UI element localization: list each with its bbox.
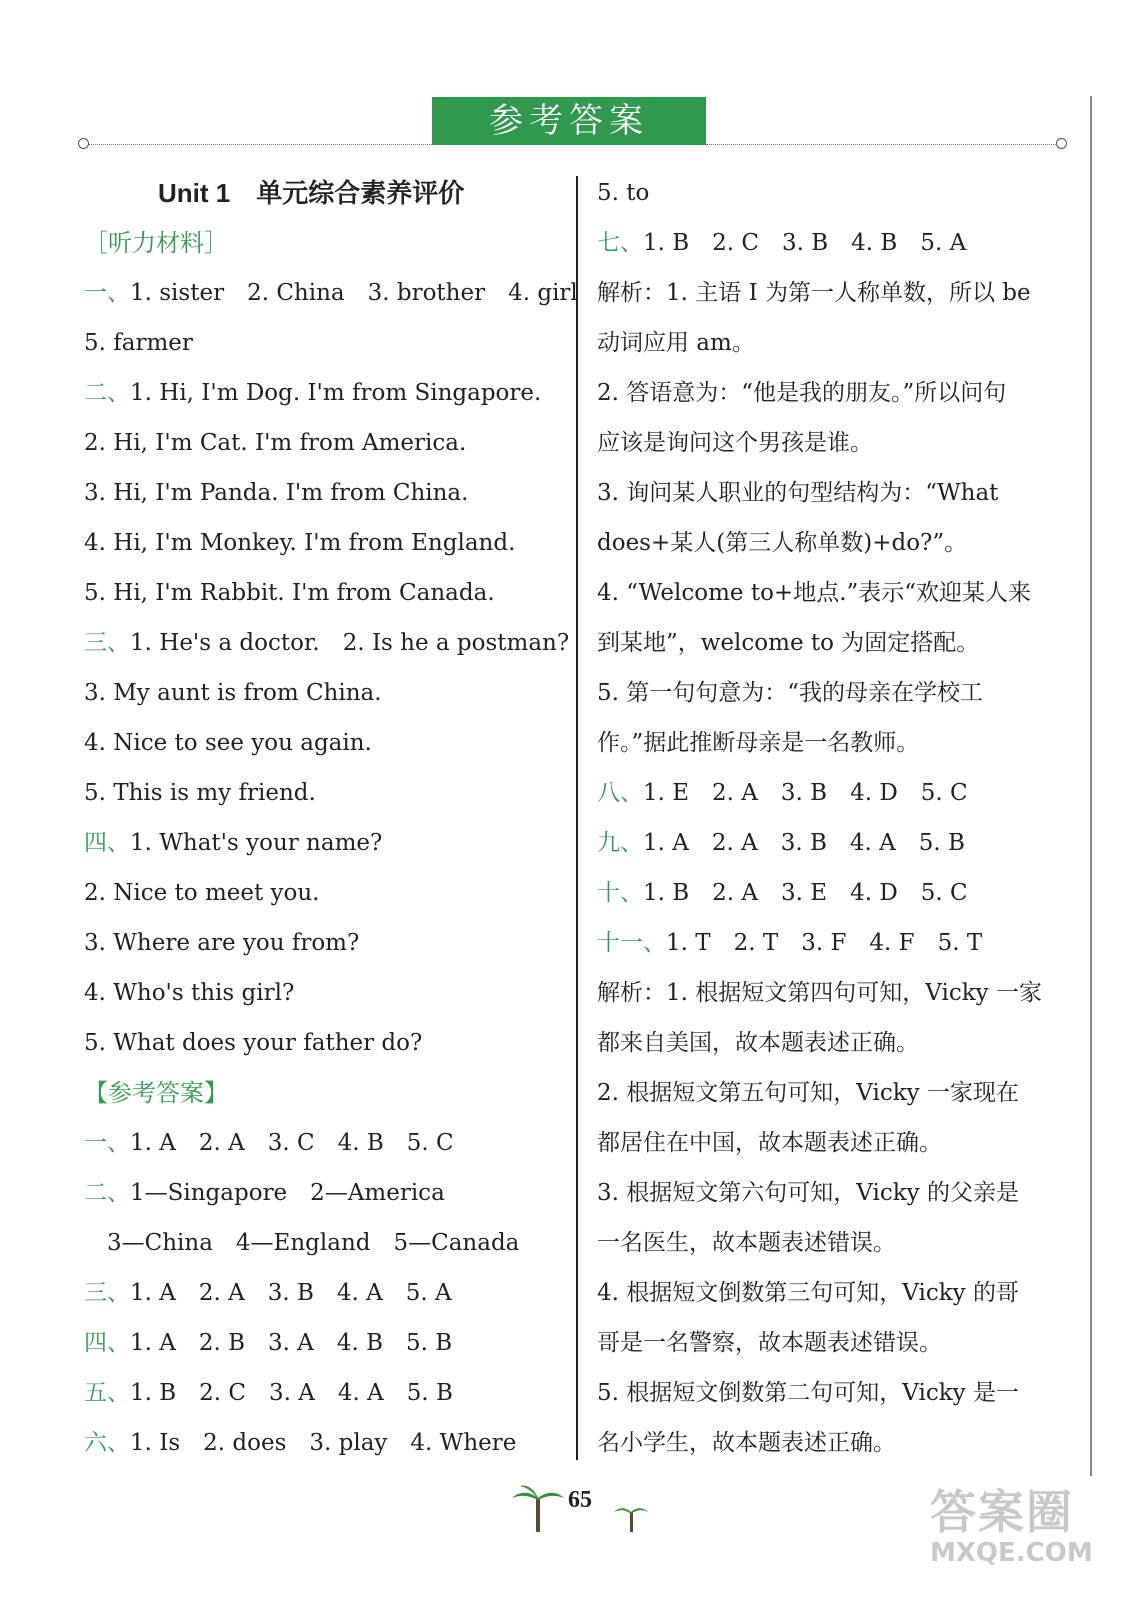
answer-line: [597, 628, 979, 658]
answer-text: 4. Who's this girl?: [84, 980, 295, 1006]
question-number: 四、: [84, 830, 130, 856]
answer-text: 到某地”，welcome to 为固定搭配。: [597, 630, 980, 656]
question-number: 九、: [597, 830, 643, 856]
answer-text: 5. What does your father do?: [84, 1030, 423, 1056]
answer-text: 2. Hi, I'm Cat. I'm from America.: [84, 430, 467, 456]
answer-line: [597, 278, 1031, 308]
question-number: 六、: [84, 1430, 130, 1456]
answer-line: [84, 778, 316, 808]
answer-text: 4. 根据短文倒数第三句可知，Vicky 的哥: [597, 1280, 1019, 1306]
answer-text: 1. B 2. C 3. B 4. B 5. A: [643, 230, 967, 256]
answer-text: 4. Nice to see you again.: [84, 730, 372, 756]
answer-text: 应该是询问这个男孩是谁。: [597, 430, 873, 456]
answer-text: 3—China 4—England 5—Canada: [84, 1230, 520, 1256]
rule-end-dot-left: [78, 138, 89, 149]
answer-line: [597, 1128, 942, 1158]
question-number: 五、: [84, 1380, 130, 1406]
answer-text: 5. This is my friend.: [84, 780, 316, 806]
answer-line: [597, 478, 998, 508]
answer-line: [597, 428, 873, 458]
answer-text: 3. 询问某人职业的句型结构为：“What: [597, 480, 999, 506]
answer-text: 1. sister 2. China 3. brother 4. girl: [130, 280, 578, 306]
answer-line: [597, 978, 1042, 1008]
answer-line: [597, 728, 919, 758]
page-number: 65: [568, 1487, 592, 1513]
answer-line: [84, 1178, 445, 1208]
answer-line: [84, 1228, 519, 1258]
answer-text: 3. Hi, I'm Panda. I'm from China.: [84, 480, 469, 506]
watermark-logo: 答案圈: [930, 1485, 1074, 1539]
answer-line: [597, 1078, 1019, 1108]
answer-text: 都居住在中国，故本题表述正确。: [597, 1130, 942, 1156]
answer-key-banner: 参考答案: [432, 97, 706, 145]
question-number: 十一、: [597, 930, 666, 956]
answer-text: 解析：1. 根据短文第四句可知，Vicky 一家: [597, 980, 1042, 1006]
palm-tree-icon: [512, 1486, 564, 1533]
answer-text: 1. A 2. B 3. A 4. B 5. B: [130, 1330, 453, 1356]
answer-text: 2. 根据短文第五句可知，Vicky 一家现在: [597, 1080, 1019, 1106]
section-title: [158, 178, 464, 210]
question-number: 四、: [84, 1330, 130, 1356]
header-rule-left: [86, 144, 432, 145]
rule-end-dot-right: [1056, 138, 1067, 149]
answer-text: 都来自美国，故本题表述正确。: [597, 1030, 919, 1056]
answer-text: 1. What's your name?: [130, 830, 383, 856]
answer-line: [597, 1428, 896, 1458]
answer-line: [84, 878, 320, 908]
answer-line: [84, 428, 466, 458]
answer-line: [84, 278, 578, 308]
answer-text: 1. A 2. A 3. C 4. B 5. C: [130, 1130, 454, 1156]
header-rule-right: [706, 144, 1058, 145]
answer-line: [84, 978, 294, 1008]
answer-line: [597, 1328, 942, 1358]
answer-line: [84, 928, 359, 958]
answer-line: [597, 1178, 1019, 1208]
answer-line: [84, 378, 541, 408]
answer-text: 1. Is 2. does 3. play 4. Where: [130, 1430, 517, 1456]
question-number: 八、: [597, 780, 643, 806]
answer-text: 1—Singapore 2—America: [130, 1180, 445, 1206]
answer-line: [597, 1278, 1019, 1308]
answer-line: [84, 478, 468, 508]
question-number: 十、: [597, 880, 643, 906]
answer-line: [597, 1028, 919, 1058]
answer-line: [597, 928, 982, 958]
answer-text: 3. My aunt is from China.: [84, 680, 382, 706]
answer-text: 5. Hi, I'm Rabbit. I'm from Canada.: [84, 580, 495, 606]
subsection-heading-text: ［听力材料］: [84, 229, 228, 257]
answer-line: [597, 1378, 1019, 1408]
question-number: 七、: [597, 230, 643, 256]
answer-line: [84, 1428, 516, 1458]
question-number: 三、: [84, 1280, 130, 1306]
answer-line: [84, 828, 382, 858]
question-number: 二、: [84, 380, 130, 406]
answer-line: [84, 728, 372, 758]
answer-text: 一名医生，故本题表述错误。: [597, 1230, 896, 1256]
answer-text: 哥是一名警察，故本题表述错误。: [597, 1330, 942, 1356]
answer-line: [597, 578, 1031, 608]
question-number: 二、: [84, 1180, 130, 1206]
answer-text: 1. B 2. A 3. E 4. D 5. C: [643, 880, 968, 906]
answer-text: does+某人(第三人称单数)+do?”。: [597, 530, 968, 556]
answer-text: 1. A 2. A 3. B 4. A 5. B: [643, 830, 965, 856]
answer-text: 解析：1. 主语 I 为第一人称单数，所以 be: [597, 280, 1031, 306]
answer-line: [84, 328, 193, 358]
answer-line: [597, 1228, 896, 1258]
answer-text: 动词应用 am。: [597, 330, 755, 356]
answer-text: 1. B 2. C 3. A 4. A 5. B: [130, 1380, 453, 1406]
answer-text: 3. Where are you from?: [84, 930, 360, 956]
answer-text: 1. He's a doctor. 2. Is he a postman?: [130, 630, 570, 656]
answer-line: [84, 528, 515, 558]
answer-line: [84, 628, 569, 658]
answer-text: 作。”据此推断母亲是一名教师。: [597, 730, 920, 756]
subsection-heading-text: 【参考答案】: [84, 1079, 228, 1107]
answer-line: [84, 1278, 452, 1308]
answer-text: 4. “Welcome to+地点.”表示“欢迎某人来: [597, 580, 1032, 606]
column-divider: [576, 176, 578, 1460]
answer-text: 1. T 2. T 3. F 4. F 5. T: [666, 930, 983, 956]
answer-text: 1. E 2. A 3. B 4. D 5. C: [643, 780, 968, 806]
answer-line: [84, 678, 382, 708]
answer-line: [84, 578, 495, 608]
answer-line: [84, 1128, 454, 1158]
answer-line: [597, 178, 649, 208]
small-palm-icon: [614, 1508, 648, 1532]
answer-text: 4. Hi, I'm Monkey. I'm from England.: [84, 530, 516, 556]
answer-text: 5. to: [597, 180, 650, 206]
answer-text: 名小学生，故本题表述正确。: [597, 1430, 896, 1456]
answer-line: [597, 678, 983, 708]
answer-line: [597, 828, 965, 858]
watermark-url: MXQE.COM: [930, 1538, 1093, 1568]
subsection-heading: [84, 228, 228, 259]
answer-line: [597, 378, 1006, 408]
answer-line: [597, 528, 967, 558]
answer-text: 2. Nice to meet you.: [84, 880, 320, 906]
watermark: [930, 1476, 1116, 1592]
answer-line: [597, 328, 755, 358]
answer-text: 2. 答语意为：“他是我的朋友。”所以问句: [597, 380, 1007, 406]
question-number: 一、: [84, 280, 130, 306]
answer-text: 5. 根据短文倒数第二句可知，Vicky 是一: [597, 1380, 1019, 1406]
answer-text: 3. 根据短文第六句可知，Vicky 的父亲是: [597, 1180, 1019, 1206]
answer-text: 5. 第一句句意为：“我的母亲在学校工: [597, 680, 984, 706]
answer-line: [84, 1378, 453, 1408]
section-title-text: Unit 1 单元综合素养评价: [158, 178, 465, 208]
answer-line: [84, 1328, 452, 1358]
answer-line: [597, 228, 966, 258]
question-number: 一、: [84, 1130, 130, 1156]
answer-text: 1. A 2. A 3. B 4. A 5. A: [130, 1280, 452, 1306]
question-number: 三、: [84, 630, 130, 656]
answer-line: [84, 1028, 422, 1058]
answer-line: [597, 878, 968, 908]
page-edge-line: [1090, 96, 1092, 1476]
subsection-heading: [84, 1078, 228, 1109]
answer-text: 5. farmer: [84, 330, 193, 356]
answer-text: 1. Hi, I'm Dog. I'm from Singapore.: [130, 380, 542, 406]
answer-line: [597, 778, 968, 808]
